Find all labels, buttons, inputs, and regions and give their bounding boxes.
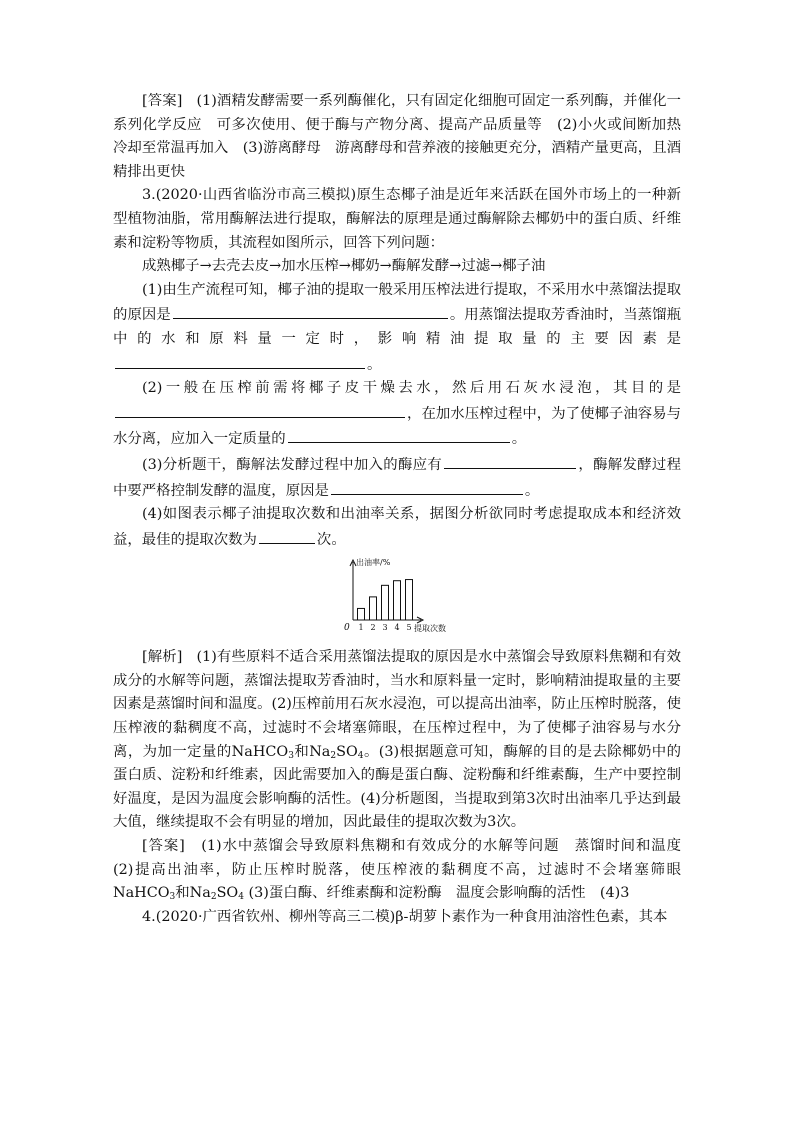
sub-question-3-text-a: (3)分析题干，酶解法发酵过程中加入的酶应有 xyxy=(142,456,443,473)
analysis-tag: [解析] xyxy=(142,649,183,666)
answer-blank-7[interactable] xyxy=(259,527,315,544)
answer-2-text-b: 和Na xyxy=(175,885,211,902)
analysis-text-a: (1)有些原料不适合采用蒸馏法提取的原因是水中蒸馏会导致原料焦糊和有效成分的水解等问题，蒸馏法提取芳香油时，当水和原料量一定时，影响精油提取量的主要因素是蒸馏时间和温度。(2)压榨前用石灰水浸泡，可以提高出油率，防止压榨时脱落，使压榨液的黏稠度不高，过滤时不会堵塞筛眼，在压榨过程中，为了使椰子油容易与水分离，为加一定量的NaHCO xyxy=(113,649,681,760)
sub-question-1-text-c: 。 xyxy=(367,356,382,373)
bar xyxy=(394,581,401,620)
sub-question-4-text-b: 次。 xyxy=(316,531,346,548)
answer-blank-6[interactable] xyxy=(331,478,523,495)
sub-question-2-text-c: 。 xyxy=(511,431,527,448)
document-page xyxy=(113,90,696,929)
answer-tag: [答案] xyxy=(142,93,183,109)
question-3-intro xyxy=(113,184,681,255)
bar-chart xyxy=(337,558,467,640)
question-3-text: 3.(2020·山西省临汾市高三模拟)原生态椰子油是近年来活跃在国外市场上的一种新型植物油脂，常用酶解法进行提取，酶解法的原理是通过酶解除去椰奶中的蛋白质、纤维素和淀粉等物质，其流程如图所示，回答下列问题： xyxy=(113,187,681,251)
question-4-intro xyxy=(113,906,681,930)
x-tick-label: 2 xyxy=(370,623,376,633)
answer-blank-1[interactable] xyxy=(173,302,448,319)
answer-2-text-d: (3)蛋白酶、纤维素酶和淀粉酶 温度会影响酶的活性 (4)3 xyxy=(248,885,630,902)
analysis-paragraph xyxy=(113,646,681,835)
analysis-text-d: 。(3)根据题意可知，酶解的目的是去除椰奶中的蛋白质、淀粉和纤维素，因此需要加入的酶是蛋白酶、淀粉酶和纤维素酶，生产中要控制好温度，是因为温度会影响酶的活性。(4)分析题图，当提取到第3次时出油率几乎达到最大值，继续提取不会有明显的增加，因此最佳的提取次数为3次。 xyxy=(113,743,682,831)
question-4-text: 4.(2020·广西省钦州、柳州等高三二模)β-胡萝卜素作为一种食用油溶性色素，其本 xyxy=(142,908,668,925)
answer-blank-5[interactable] xyxy=(444,452,576,469)
answer-2-text-c: SO xyxy=(216,885,239,902)
sub-question-2-text-a: (2)一般在压榨前需将椰子皮干燥去水，然后用石灰水浸泡，其目的是 xyxy=(142,380,681,397)
answer-2-text-a: (1)水中蒸馏会导致原料焦糊和有效成分的水解等问题 蒸馏时间和温度 (2)提高出油率，防止压榨时脱落，使压榨液的黏稠度不高，过滤时不会堵塞筛眼 NaHCO xyxy=(113,838,696,902)
bar xyxy=(406,580,413,620)
sub-question-1 xyxy=(113,279,681,377)
answer-paragraph-2 xyxy=(113,835,696,906)
bar xyxy=(382,586,389,621)
sub-question-3-text-b: ，酶解发酵过程中要严格控制发酵的温度，原因是 xyxy=(113,456,681,499)
analysis-text-b: 和Na xyxy=(293,743,331,760)
y-axis-label: 出油率/% xyxy=(356,558,391,568)
bar xyxy=(358,609,365,621)
bar xyxy=(370,597,377,620)
process-flow-text: 成熟椰子→去壳去皮→加水压榨→椰奶→酶解发酵→过滤→椰子油 xyxy=(142,258,546,275)
sub-question-4 xyxy=(113,503,681,552)
analysis-subscript-2: 2 xyxy=(330,750,337,761)
sub-question-3-text-c: 。 xyxy=(524,482,540,499)
answer-paragraph-1 xyxy=(113,90,696,184)
answer-2-subscript-2: 2 xyxy=(210,892,217,903)
answer-2-subscript-3: 4 xyxy=(238,892,244,903)
x-tick-label: 1 xyxy=(358,623,364,633)
x-tick-label: 4 xyxy=(394,623,400,633)
sub-question-1-text-b: 。用蒸馏法提取芳香油时，当蒸馏瓶中的水和原料量一定时，影响精油提取量的主要因素是 xyxy=(113,307,681,347)
sub-question-1-text-a: (1)由生产流程可知，椰子油的提取一般采用压榨法进行提取，不采用水中蒸馏法提取的原因是 xyxy=(113,281,681,324)
x-tick-label: 3 xyxy=(382,623,388,633)
answer-blank-3[interactable] xyxy=(115,401,405,418)
analysis-subscript-1: 3 xyxy=(288,750,294,761)
x-axis-label: 提取次数 xyxy=(414,624,446,634)
x-tick-label: 5 xyxy=(406,623,412,633)
analysis-subscript-3: 4 xyxy=(357,750,364,761)
sub-question-2-text-b: ，在加水压榨过程中，为了使椰子油容易与水分离，应加入一定质量的 xyxy=(113,405,681,448)
sub-question-3 xyxy=(113,452,681,503)
analysis-text-c: SO xyxy=(336,743,358,760)
answer-tag-2: [答案] xyxy=(142,838,185,855)
process-flow xyxy=(113,255,681,279)
sub-question-4-text-a: (4)如图表示椰子油提取次数和出油率关系，据图分析欲同时考虑提取成本和经济效益，最佳的提取次数为 xyxy=(113,506,681,548)
origin-label: 0 xyxy=(344,623,350,634)
answer-text: (1)酒精发酵需要一系列酶催化，只有固定化细胞可固定一系列酶，并催化一系列化学反应 可多次使用、便于酶与产物分离、提高产品质量等 (2)小火或间断加热 冷却至常温再加入 (3)游离酵母 游离酵母和营养液的接触更充分，酒精产量更高，且酒精排出更快 xyxy=(113,93,696,180)
sub-question-2 xyxy=(113,377,681,452)
answer-2-subscript-1: 3 xyxy=(169,892,176,903)
answer-blank-4[interactable] xyxy=(288,426,510,443)
oil-yield-chart xyxy=(113,558,681,640)
answer-blank-2[interactable] xyxy=(115,352,365,369)
